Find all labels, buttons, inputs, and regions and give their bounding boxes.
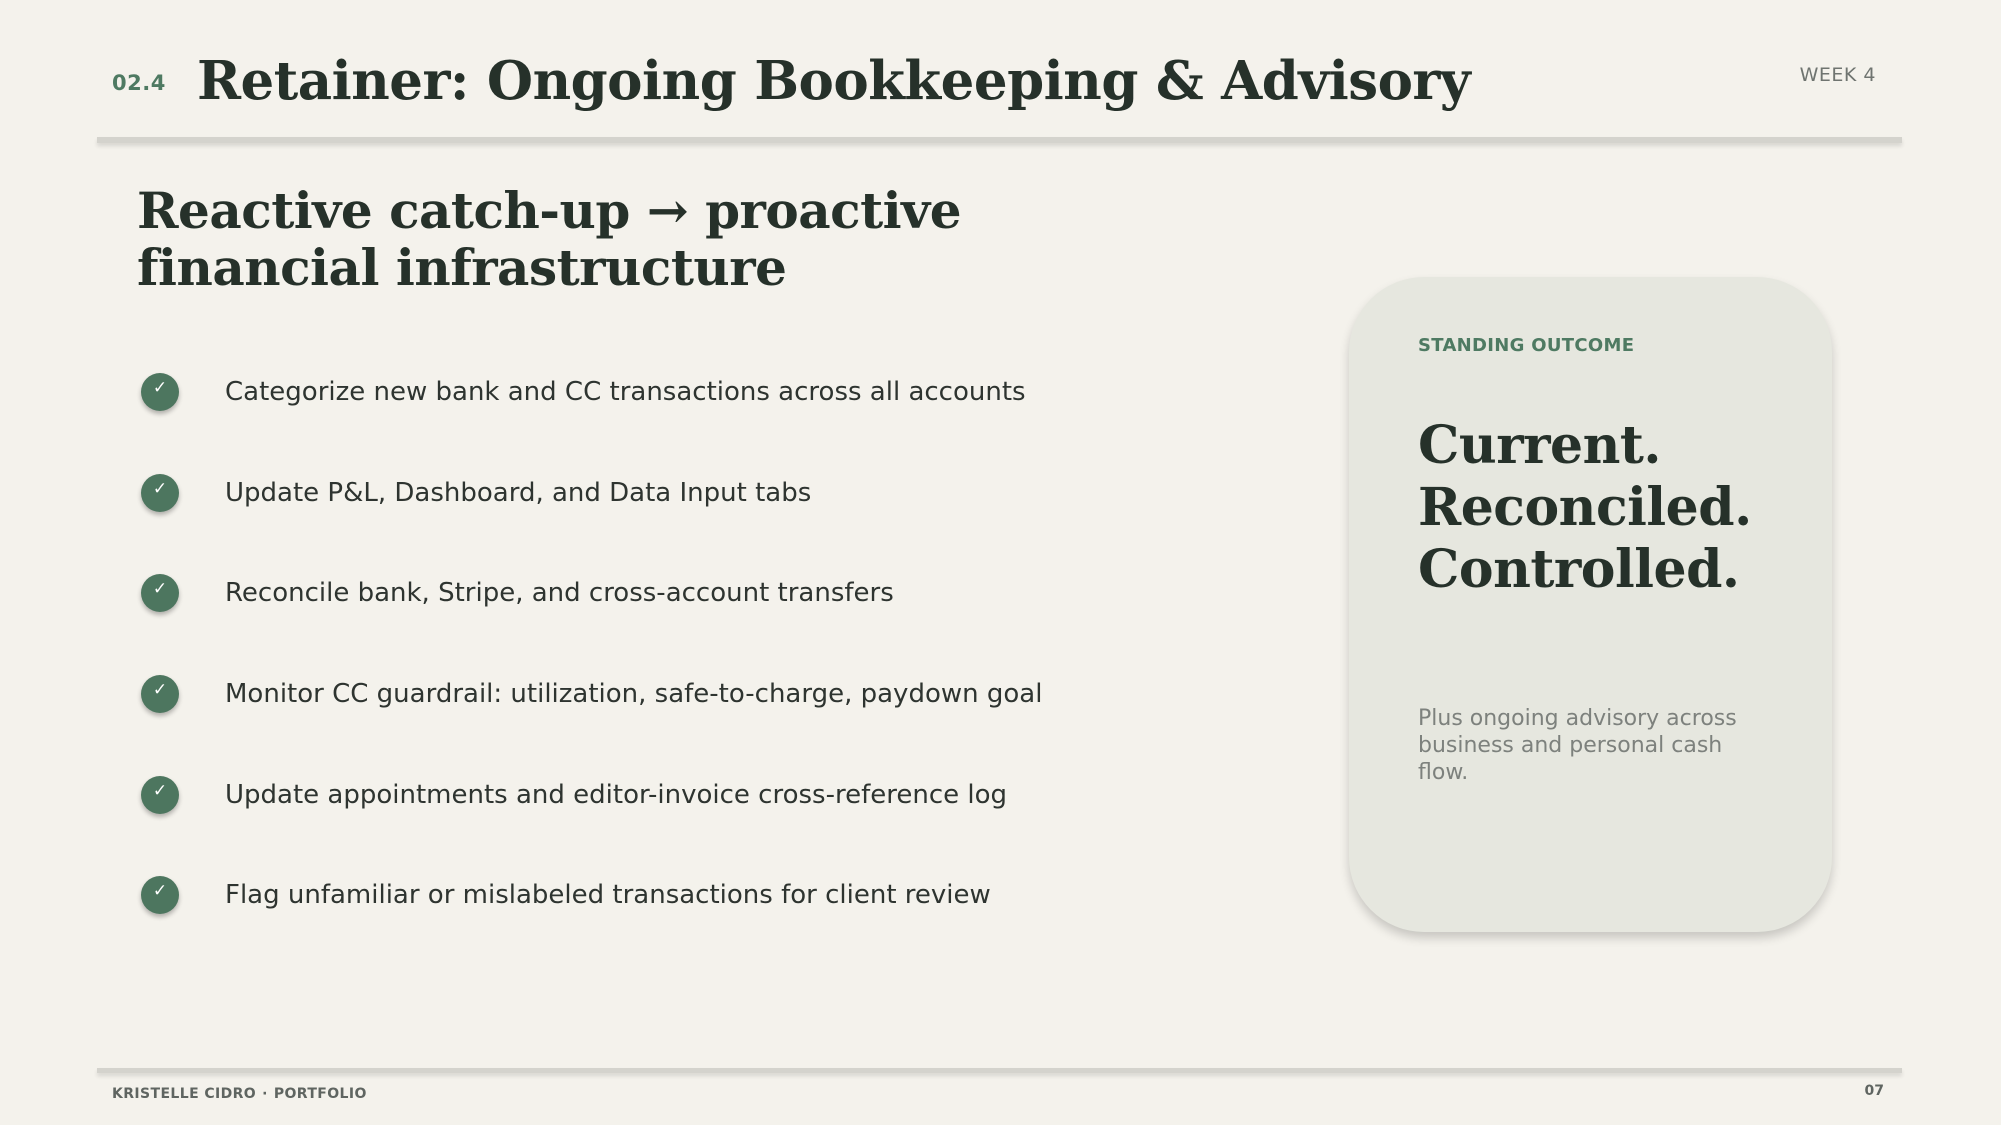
checklist-item-text: Monitor CC guardrail: utilization, safe-to-charge, paydown goal	[225, 679, 1043, 710]
checklist-item-text: Reconcile bank, Stripe, and cross-account transfers	[225, 578, 894, 609]
week-label: WEEK 4	[1799, 64, 1876, 86]
check-icon: ✓	[141, 574, 179, 612]
checklist-item	[141, 845, 1042, 946]
standing-outcome-card	[1349, 277, 1832, 932]
check-icon: ✓	[141, 876, 179, 914]
footer-author: KRISTELLE CIDRO	[112, 1086, 257, 1102]
check-icon: ✓	[141, 675, 179, 713]
checklist-item-text: Categorize new bank and CC transactions across all accounts	[225, 377, 1026, 408]
check-icon: ✓	[141, 373, 179, 411]
outcome-statement	[1418, 415, 1752, 601]
checklist-item	[141, 644, 1042, 745]
outcome-line: Reconciled.	[1418, 477, 1752, 538]
checklist-item-text: Update appointments and editor-invoice cross-reference log	[225, 779, 1008, 810]
checklist-item	[141, 443, 1042, 544]
footer-section: PORTFOLIO	[273, 1086, 367, 1102]
checklist-item	[141, 543, 1042, 644]
check-icon: ✓	[141, 776, 179, 814]
checklist-item-text: Flag unfamiliar or mislabeled transactions for client review	[225, 880, 991, 911]
outcome-line: Current.	[1418, 415, 1661, 476]
check-icon: ✓	[141, 474, 179, 512]
outcome-note: Plus ongoing advisory across business and personal cash flow.	[1418, 706, 1737, 785]
header-divider	[97, 137, 1902, 143]
checklist-item-text: Update P&L, Dashboard, and Data Input tabs	[225, 477, 812, 508]
section-number: 02.4	[112, 71, 166, 95]
outcome-line: Controlled.	[1418, 539, 1740, 600]
page-title: Retainer: Ongoing Bookkeeping & Advisory	[197, 50, 1471, 112]
outcome-card-label: STANDING OUTCOME	[1418, 335, 1635, 356]
footer-separator: ·	[262, 1086, 268, 1102]
page-number: 07	[1864, 1083, 1884, 1099]
slide-headline: Reactive catch-up → proactive financial infrastructure	[137, 181, 962, 297]
checklist-item	[141, 744, 1042, 845]
checklist-item	[141, 342, 1042, 443]
footer-divider	[97, 1068, 1902, 1073]
footer-credit	[112, 1086, 367, 1102]
task-checklist	[141, 342, 1042, 946]
